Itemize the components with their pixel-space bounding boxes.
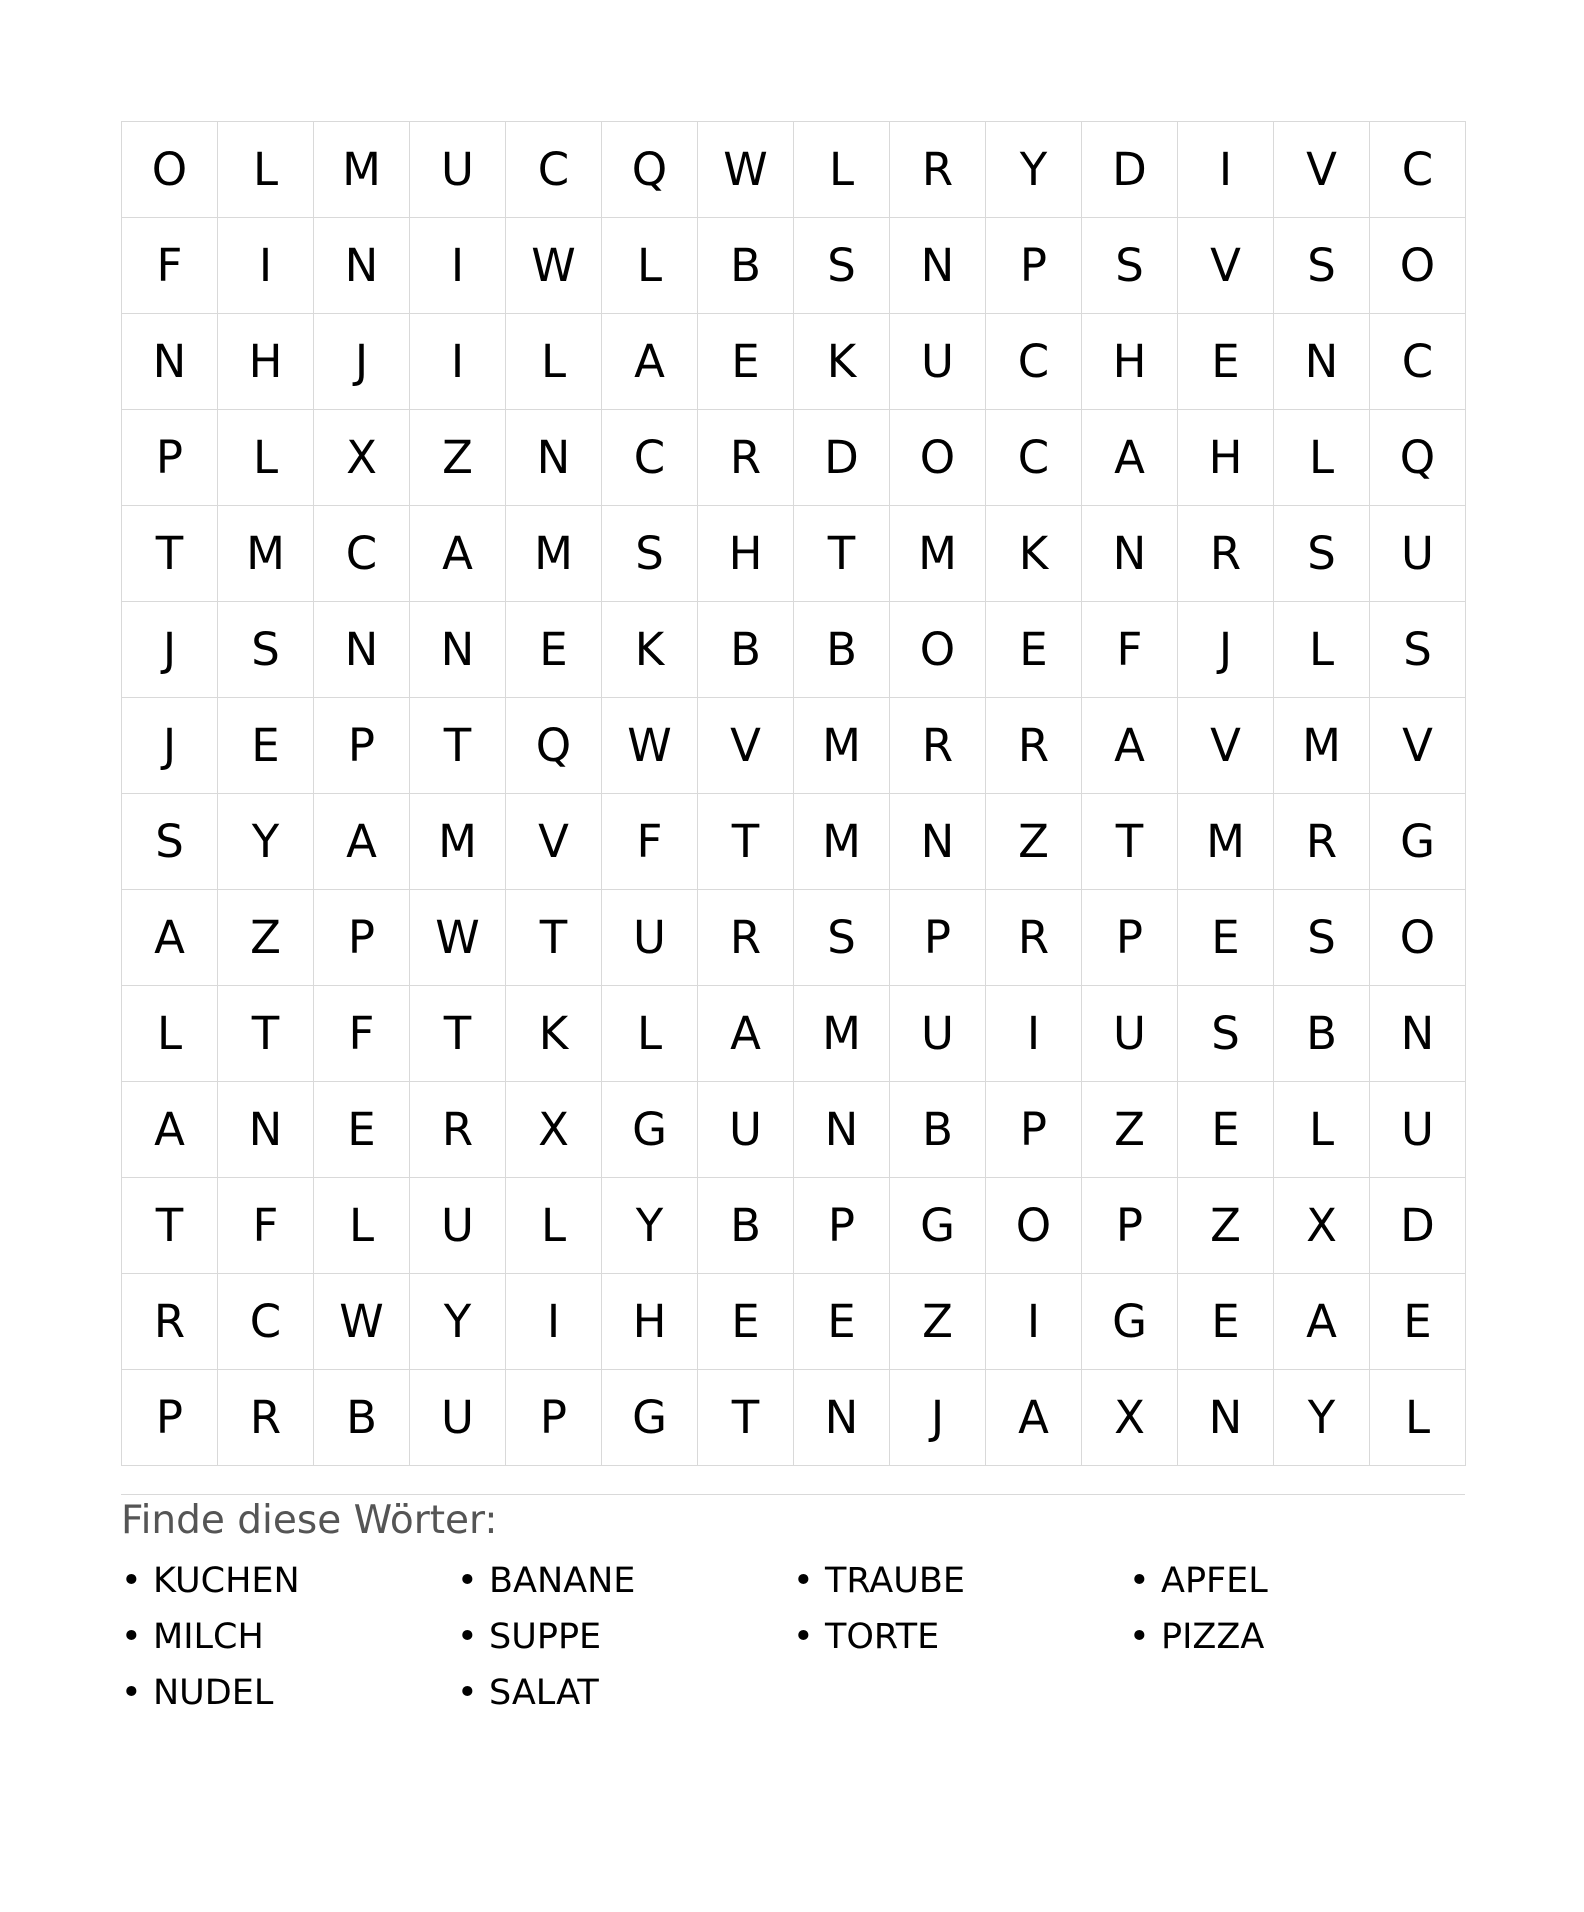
- grid-cell[interactable]: T: [122, 506, 218, 602]
- grid-cell[interactable]: O: [1370, 890, 1466, 986]
- word-label: KUCHEN: [153, 1561, 300, 1601]
- grid-cell[interactable]: T: [410, 986, 506, 1082]
- grid-cell[interactable]: N: [794, 1082, 890, 1178]
- grid-cell[interactable]: R: [122, 1274, 218, 1370]
- word-list-item: [121, 1665, 457, 1721]
- grid-cell[interactable]: L: [122, 986, 218, 1082]
- grid-cell[interactable]: P: [986, 1082, 1082, 1178]
- grid-cell[interactable]: N: [410, 602, 506, 698]
- grid-cell[interactable]: C: [602, 410, 698, 506]
- grid-cell[interactable]: E: [1178, 1274, 1274, 1370]
- grid-cell[interactable]: E: [1178, 890, 1274, 986]
- grid-cell[interactable]: S: [1370, 602, 1466, 698]
- grid-cell[interactable]: L: [1274, 410, 1370, 506]
- bullet-icon: •: [121, 1673, 142, 1713]
- grid-cell[interactable]: W: [410, 890, 506, 986]
- grid-cell[interactable]: J: [1178, 602, 1274, 698]
- grid-cell[interactable]: I: [506, 1274, 602, 1370]
- grid-cell[interactable]: K: [602, 602, 698, 698]
- grid-cell[interactable]: M: [1178, 794, 1274, 890]
- grid-cell[interactable]: M: [314, 122, 410, 218]
- grid-cell[interactable]: Y: [986, 122, 1082, 218]
- grid-cell[interactable]: K: [794, 314, 890, 410]
- grid-cell[interactable]: C: [1370, 122, 1466, 218]
- word-label: TRAUBE: [825, 1561, 965, 1601]
- grid-cell[interactable]: F: [314, 986, 410, 1082]
- grid-cell[interactable]: M: [794, 698, 890, 794]
- grid-cell[interactable]: R: [890, 698, 986, 794]
- grid-cell[interactable]: E: [794, 1274, 890, 1370]
- bullet-icon: •: [121, 1561, 142, 1601]
- word-label: SALAT: [489, 1673, 599, 1713]
- grid-cell[interactable]: R: [698, 890, 794, 986]
- word-label: NUDEL: [153, 1673, 274, 1713]
- word-list-item: [457, 1553, 793, 1609]
- grid-cell[interactable]: T: [410, 698, 506, 794]
- grid-cell[interactable]: L: [218, 410, 314, 506]
- grid-cell[interactable]: I: [986, 986, 1082, 1082]
- grid-cell[interactable]: J: [122, 698, 218, 794]
- word-list-item: [457, 1609, 793, 1665]
- grid-cell[interactable]: N: [314, 602, 410, 698]
- grid-cell[interactable]: S: [1274, 218, 1370, 314]
- grid-cell[interactable]: U: [602, 890, 698, 986]
- grid-cell[interactable]: H: [218, 314, 314, 410]
- grid-cell[interactable]: A: [986, 1370, 1082, 1466]
- grid-cell[interactable]: T: [794, 506, 890, 602]
- grid-cell[interactable]: D: [1082, 122, 1178, 218]
- grid-cell[interactable]: I: [410, 314, 506, 410]
- grid-cell[interactable]: R: [986, 890, 1082, 986]
- grid-cell[interactable]: N: [1370, 986, 1466, 1082]
- grid-cell[interactable]: P: [314, 890, 410, 986]
- grid-cell[interactable]: D: [1370, 1178, 1466, 1274]
- grid-cell[interactable]: N: [890, 794, 986, 890]
- grid-cell[interactable]: Z: [218, 890, 314, 986]
- grid-cell[interactable]: E: [698, 314, 794, 410]
- word-label: TORTE: [825, 1617, 940, 1657]
- grid-cell[interactable]: V: [1178, 218, 1274, 314]
- grid-cell[interactable]: V: [1274, 122, 1370, 218]
- grid-cell[interactable]: L: [1370, 1370, 1466, 1466]
- grid-cell[interactable]: N: [890, 218, 986, 314]
- grid-cell[interactable]: D: [794, 410, 890, 506]
- grid-cell[interactable]: B: [314, 1370, 410, 1466]
- grid-cell[interactable]: U: [890, 986, 986, 1082]
- bullet-icon: •: [1129, 1617, 1150, 1657]
- grid-cell[interactable]: H: [1178, 410, 1274, 506]
- grid-cell[interactable]: N: [506, 410, 602, 506]
- grid-cell[interactable]: T: [698, 794, 794, 890]
- grid-cell[interactable]: L: [1274, 1082, 1370, 1178]
- grid-cell[interactable]: B: [794, 602, 890, 698]
- grid-cell[interactable]: Z: [1082, 1082, 1178, 1178]
- grid-cell[interactable]: Q: [602, 122, 698, 218]
- grid-cell[interactable]: G: [602, 1082, 698, 1178]
- grid-cell[interactable]: Z: [986, 794, 1082, 890]
- grid-cell[interactable]: H: [1082, 314, 1178, 410]
- grid-cell[interactable]: A: [1082, 410, 1178, 506]
- grid-cell[interactable]: R: [410, 1082, 506, 1178]
- grid-cell[interactable]: U: [1082, 986, 1178, 1082]
- grid-cell[interactable]: C: [986, 314, 1082, 410]
- grid-cell[interactable]: T: [122, 1178, 218, 1274]
- grid-cell[interactable]: X: [506, 1082, 602, 1178]
- grid-cell[interactable]: I: [218, 218, 314, 314]
- grid-cell[interactable]: L: [506, 1178, 602, 1274]
- grid-cell[interactable]: Y: [218, 794, 314, 890]
- grid-cell[interactable]: J: [122, 602, 218, 698]
- grid-cell[interactable]: S: [1274, 506, 1370, 602]
- grid-cell[interactable]: J: [890, 1370, 986, 1466]
- grid-cell[interactable]: P: [1082, 890, 1178, 986]
- grid-cell[interactable]: E: [1370, 1274, 1466, 1370]
- grid-cell[interactable]: A: [122, 890, 218, 986]
- word-list-item: [121, 1609, 457, 1665]
- grid-cell[interactable]: W: [698, 122, 794, 218]
- grid-cell[interactable]: A: [698, 986, 794, 1082]
- bullet-icon: •: [121, 1617, 142, 1657]
- grid-cell[interactable]: S: [1178, 986, 1274, 1082]
- grid-cell[interactable]: B: [698, 602, 794, 698]
- grid-cell[interactable]: P: [794, 1178, 890, 1274]
- word-list-item: [1129, 1609, 1465, 1665]
- word-list-item: [121, 1553, 457, 1609]
- grid-cell[interactable]: Z: [890, 1274, 986, 1370]
- grid-cell[interactable]: N: [1178, 1370, 1274, 1466]
- grid-cell[interactable]: M: [794, 794, 890, 890]
- grid-cell[interactable]: G: [602, 1370, 698, 1466]
- bullet-icon: •: [1129, 1561, 1150, 1601]
- grid-cell[interactable]: S: [122, 794, 218, 890]
- grid-cell[interactable]: N: [1082, 506, 1178, 602]
- grid-cell[interactable]: B: [1274, 986, 1370, 1082]
- grid-cell[interactable]: Q: [506, 698, 602, 794]
- grid-cell[interactable]: K: [506, 986, 602, 1082]
- word-label: MILCH: [153, 1617, 264, 1657]
- grid-cell[interactable]: C: [1370, 314, 1466, 410]
- grid-cell[interactable]: Y: [602, 1178, 698, 1274]
- grid-cell[interactable]: Y: [1274, 1370, 1370, 1466]
- grid-cell[interactable]: Z: [1178, 1178, 1274, 1274]
- grid-cell[interactable]: E: [986, 602, 1082, 698]
- grid-cell[interactable]: M: [1274, 698, 1370, 794]
- grid-cell[interactable]: R: [698, 410, 794, 506]
- grid-cell[interactable]: F: [602, 794, 698, 890]
- grid-cell[interactable]: L: [602, 218, 698, 314]
- grid-cell[interactable]: A: [410, 506, 506, 602]
- grid-cell[interactable]: R: [1274, 794, 1370, 890]
- word-search-grid: [121, 121, 1466, 1466]
- grid-cell[interactable]: A: [1082, 698, 1178, 794]
- word-list-item: [1129, 1553, 1465, 1609]
- grid-cell[interactable]: I: [1178, 122, 1274, 218]
- grid-cell[interactable]: V: [698, 698, 794, 794]
- grid-cell[interactable]: L: [218, 122, 314, 218]
- grid-cell[interactable]: V: [506, 794, 602, 890]
- grid-cell[interactable]: X: [1274, 1178, 1370, 1274]
- grid-cell[interactable]: U: [890, 314, 986, 410]
- grid-cell[interactable]: H: [602, 1274, 698, 1370]
- grid-cell[interactable]: M: [506, 506, 602, 602]
- divider: [121, 1494, 1465, 1495]
- grid-cell[interactable]: L: [314, 1178, 410, 1274]
- grid-cell[interactable]: E: [1178, 314, 1274, 410]
- grid-cell[interactable]: E: [506, 602, 602, 698]
- grid-cell[interactable]: B: [890, 1082, 986, 1178]
- grid-cell[interactable]: H: [698, 506, 794, 602]
- grid-cell[interactable]: S: [218, 602, 314, 698]
- grid-cell[interactable]: N: [314, 218, 410, 314]
- word-list-item: [793, 1553, 1129, 1609]
- grid-cell[interactable]: G: [890, 1178, 986, 1274]
- grid-cell[interactable]: T: [506, 890, 602, 986]
- bullet-icon: •: [457, 1673, 478, 1713]
- grid-cell[interactable]: C: [314, 506, 410, 602]
- grid-cell[interactable]: R: [1178, 506, 1274, 602]
- grid-cell[interactable]: N: [122, 314, 218, 410]
- grid-cell[interactable]: F: [218, 1178, 314, 1274]
- grid-cell[interactable]: A: [122, 1082, 218, 1178]
- grid-cell[interactable]: S: [1082, 218, 1178, 314]
- grid-cell[interactable]: K: [986, 506, 1082, 602]
- grid-cell[interactable]: R: [890, 122, 986, 218]
- grid-cell[interactable]: N: [794, 1370, 890, 1466]
- grid-cell[interactable]: E: [698, 1274, 794, 1370]
- grid-cell[interactable]: P: [314, 698, 410, 794]
- grid-cell[interactable]: E: [1178, 1082, 1274, 1178]
- grid-cell[interactable]: A: [602, 314, 698, 410]
- grid-cell[interactable]: T: [1082, 794, 1178, 890]
- grid-cell[interactable]: L: [602, 986, 698, 1082]
- grid-cell[interactable]: G: [1082, 1274, 1178, 1370]
- grid-cell[interactable]: V: [1178, 698, 1274, 794]
- grid-cell[interactable]: O: [986, 1178, 1082, 1274]
- bullet-icon: •: [793, 1561, 814, 1601]
- word-label: PIZZA: [1161, 1617, 1265, 1657]
- grid-cell[interactable]: P: [506, 1370, 602, 1466]
- grid-cell[interactable]: G: [1370, 794, 1466, 890]
- word-list: [121, 1553, 1465, 1721]
- grid-cell[interactable]: X: [1082, 1370, 1178, 1466]
- grid-cell[interactable]: Z: [410, 410, 506, 506]
- grid-cell[interactable]: S: [794, 218, 890, 314]
- grid-cell[interactable]: M: [218, 506, 314, 602]
- grid-cell[interactable]: B: [698, 1178, 794, 1274]
- grid-cell[interactable]: F: [1082, 602, 1178, 698]
- grid-cell[interactable]: M: [890, 506, 986, 602]
- grid-cell[interactable]: L: [794, 122, 890, 218]
- grid-cell[interactable]: O: [890, 602, 986, 698]
- word-list-item: [457, 1665, 793, 1721]
- bullet-icon: •: [457, 1561, 478, 1601]
- grid-cell[interactable]: P: [122, 1370, 218, 1466]
- grid-cell[interactable]: T: [218, 986, 314, 1082]
- grid-cell[interactable]: U: [1370, 506, 1466, 602]
- grid-cell[interactable]: P: [1082, 1178, 1178, 1274]
- grid-cell[interactable]: X: [314, 410, 410, 506]
- grid-cell[interactable]: U: [698, 1082, 794, 1178]
- grid-cell[interactable]: U: [410, 1178, 506, 1274]
- grid-cell[interactable]: P: [890, 890, 986, 986]
- grid-cell[interactable]: P: [986, 218, 1082, 314]
- grid-cell[interactable]: S: [1274, 890, 1370, 986]
- grid-cell[interactable]: B: [698, 218, 794, 314]
- grid-cell[interactable]: O: [122, 122, 218, 218]
- grid-cell[interactable]: Q: [1370, 410, 1466, 506]
- grid-cell[interactable]: M: [794, 986, 890, 1082]
- grid-cell[interactable]: N: [1274, 314, 1370, 410]
- grid-cell[interactable]: Y: [410, 1274, 506, 1370]
- word-list-title: Finde diese Wörter:: [121, 1498, 498, 1543]
- word-label: APFEL: [1161, 1561, 1268, 1601]
- bullet-icon: •: [793, 1617, 814, 1657]
- grid-cell[interactable]: C: [506, 122, 602, 218]
- grid-cell[interactable]: F: [122, 218, 218, 314]
- grid-cell[interactable]: I: [410, 218, 506, 314]
- grid-cell[interactable]: A: [1274, 1274, 1370, 1370]
- grid-cell[interactable]: I: [986, 1274, 1082, 1370]
- bullet-icon: •: [457, 1617, 478, 1657]
- grid-cell[interactable]: C: [986, 410, 1082, 506]
- word-label: BANANE: [489, 1561, 636, 1601]
- grid-cell[interactable]: M: [410, 794, 506, 890]
- grid-cell[interactable]: N: [218, 1082, 314, 1178]
- grid-cell[interactable]: E: [218, 698, 314, 794]
- grid-cell[interactable]: J: [314, 314, 410, 410]
- word-list-item: [793, 1609, 1129, 1665]
- grid-cell[interactable]: S: [602, 506, 698, 602]
- grid-cell[interactable]: O: [1370, 218, 1466, 314]
- grid-cell[interactable]: W: [506, 218, 602, 314]
- grid-cell[interactable]: O: [890, 410, 986, 506]
- grid-cell[interactable]: W: [314, 1274, 410, 1370]
- grid-cell[interactable]: A: [314, 794, 410, 890]
- grid-cell[interactable]: U: [410, 1370, 506, 1466]
- grid-cell[interactable]: T: [698, 1370, 794, 1466]
- grid-cell[interactable]: W: [602, 698, 698, 794]
- grid-cell[interactable]: R: [218, 1370, 314, 1466]
- grid-cell[interactable]: C: [218, 1274, 314, 1370]
- grid-cell[interactable]: E: [314, 1082, 410, 1178]
- grid-cell[interactable]: U: [410, 122, 506, 218]
- grid-cell[interactable]: L: [1274, 602, 1370, 698]
- grid-cell[interactable]: V: [1370, 698, 1466, 794]
- grid-cell[interactable]: U: [1370, 1082, 1466, 1178]
- grid-cell[interactable]: R: [986, 698, 1082, 794]
- word-label: SUPPE: [489, 1617, 602, 1657]
- grid-cell[interactable]: P: [122, 410, 218, 506]
- grid-cell[interactable]: S: [794, 890, 890, 986]
- grid-cell[interactable]: L: [506, 314, 602, 410]
